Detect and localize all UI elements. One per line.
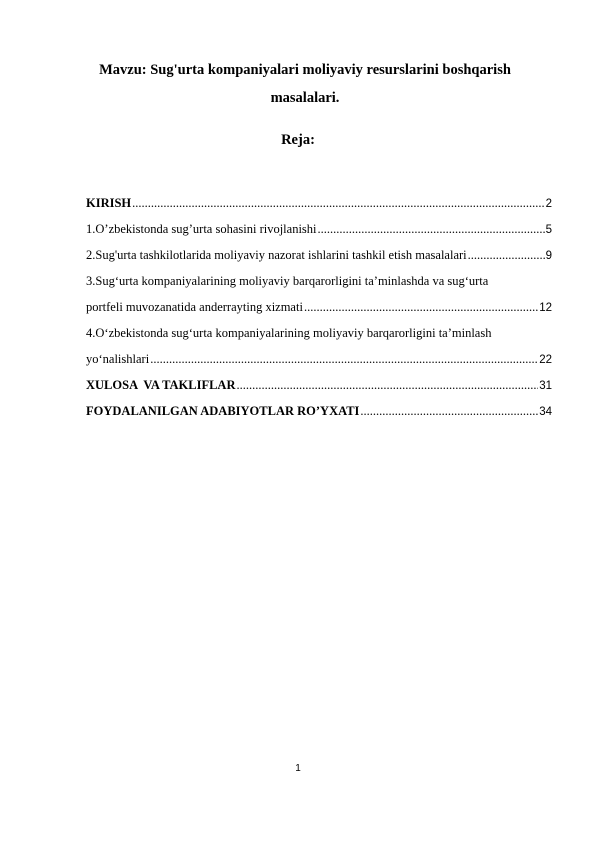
toc-entry-label: FOYDALANILGAN ADABIYOTLAR RO’YXATI <box>86 404 360 418</box>
document-title <box>60 56 550 112</box>
toc-page-number: 22 <box>539 354 552 366</box>
toc-entry-intro[interactable] <box>86 190 552 216</box>
toc-entry-label: 1.O’zbekistonda sug’urta sohasini rivojlanishi <box>86 222 317 236</box>
toc-page-number: 5 <box>545 224 552 236</box>
toc-entry-chapter-4-line-1[interactable] <box>86 320 552 346</box>
title-line-2: masalalari. <box>270 90 340 106</box>
dot-leader <box>468 242 545 268</box>
toc-entry-chapter-1[interactable] <box>86 216 552 242</box>
toc-entry-chapter-2[interactable] <box>86 242 552 268</box>
toc-page-number: 34 <box>539 406 552 418</box>
page-number: 1 <box>295 763 301 774</box>
plan-heading: Reja: <box>281 132 315 148</box>
toc-entry-label: 4.O‘zbekistonda sug‘urta kompaniyalarining moliyaviy barqarorligini ta’minlash <box>86 326 492 340</box>
toc-entry-label: 3.Sug‘urta kompaniyalarining moliyaviy barqarorligini ta’minlashda va sug‘urta <box>86 274 489 288</box>
dot-leader <box>150 346 538 372</box>
dot-leader <box>318 216 545 242</box>
dot-leader <box>132 190 544 216</box>
dot-leader <box>304 294 538 320</box>
toc-entry-chapter-4-line-2[interactable] <box>86 346 552 372</box>
toc-entry-label: yo‘nalishlari <box>86 352 150 366</box>
dot-leader <box>360 398 538 424</box>
toc-entry-references[interactable] <box>86 398 552 424</box>
dot-leader <box>236 372 538 398</box>
toc-page-number: 31 <box>539 380 552 392</box>
toc-entry-label: portfeli muvozanatida anderrayting xizmati <box>86 300 303 314</box>
toc-entry-chapter-3-line-2[interactable] <box>86 294 552 320</box>
toc-page-number: 2 <box>545 198 552 210</box>
table-of-contents <box>86 190 552 424</box>
toc-entry-label: KIRISH <box>86 196 132 210</box>
toc-page-number: 9 <box>545 250 552 262</box>
toc-entry-conclusion[interactable] <box>86 372 552 398</box>
toc-page-number: 12 <box>539 302 552 314</box>
title-line-1: Mavzu: Sug'urta kompaniyalari moliyaviy resurslarini boshqarish <box>99 62 511 78</box>
toc-entry-chapter-3-line-1[interactable] <box>86 268 552 294</box>
toc-entry-label: XULOSA VA TAKLIFLAR <box>86 378 236 392</box>
toc-entry-label: 2.Sug'urta tashkilotlarida moliyaviy nazorat ishlarini tashkil etish masalalari <box>86 248 467 262</box>
